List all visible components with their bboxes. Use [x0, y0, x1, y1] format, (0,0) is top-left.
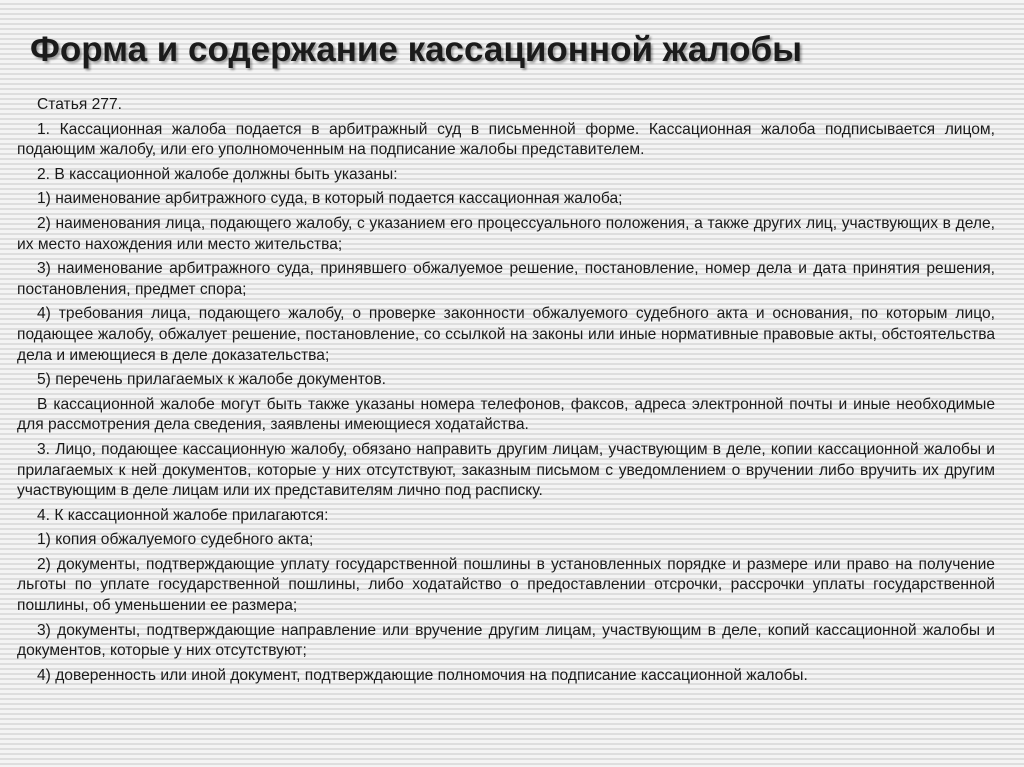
paragraph: 2. В кассационной жалобе должны быть указаны:: [37, 165, 398, 183]
list-item: 3) наименование арбитражного суда, принявшего обжалуемое решение, постановление, номер дела и дата принятия решения, постановления, предмет спора;: [17, 260, 995, 298]
slide-body: [17, 95, 995, 690]
list-item: 4) доверенность или иной документ, подтверждающие полномочия на подписание кассационной жалобы.: [37, 666, 808, 684]
paragraph-article-number: Статья 277.: [37, 96, 122, 113]
paragraph: В кассационной жалобе могут быть также указаны номера телефонов, факсов, адреса электронной почты и иные необходимые для рассмотрения дела сведения, заявлены имеющиеся ходатайства.: [17, 395, 995, 434]
list-item: 5) перечень прилагаемых к жалобе документов.: [37, 371, 386, 389]
list-item: 4) требования лица, подающего жалобу, о проверке законности обжалуемого судебного акта и основания, по которым лицо, подающее жалобу, обжалует решение, постановление, со ссылкой на законы или иные нормативные правовые акты, обстоятельства дела и имеющиеся в деле доказательства;: [17, 305, 995, 364]
list-item: 1) копия обжалуемого судебного акта;: [37, 531, 314, 549]
paragraph: 3. Лицо, подающее кассационную жалобу, обязано направить другим лицам, участвующим в деле, копии кассационной жалобы и прилагаемых к ней документов, которые у них отсутствуют, заказным письмом с уведомлением о вручении либо вручить их другим участвующим в деле лицам или их представителям лично под расписку.: [17, 440, 995, 500]
paragraph: 4. К кассационной жалобе прилагаются:: [37, 506, 329, 524]
list-item: 3) документы, подтверждающие направление или вручение другим лицам, участвующим в деле, копий кассационной жалобы и документов, которые у них отсутствуют;: [17, 621, 995, 660]
list-item: 2) наименования лица, подающего жалобу, с указанием его процессуального положения, а также других лиц, участвующих в деле, их место нахождения или место жительства;: [17, 214, 995, 253]
slide-title: Форма и содержание кассационной жалобы: [30, 30, 803, 69]
list-item: 1) наименование арбитражного суда, в который подается кассационная жалоба;: [37, 190, 623, 208]
paragraph: 1. Кассационная жалоба подается в арбитражный суд в письменной форме. Кассационная жалоба подписывается лицом, подающим жалобу, или его уполномоченным на подписание жалобы представителем.: [17, 120, 995, 159]
list-item: 2) документы, подтверждающие уплату государственной пошлины в установленных порядке и размере или право на получение льготы по уплате государственной пошлины, либо ходатайство о предоставлении отсрочки, рассрочки уплаты государственной пошлины, об уменьшении ее размера;: [17, 555, 995, 615]
